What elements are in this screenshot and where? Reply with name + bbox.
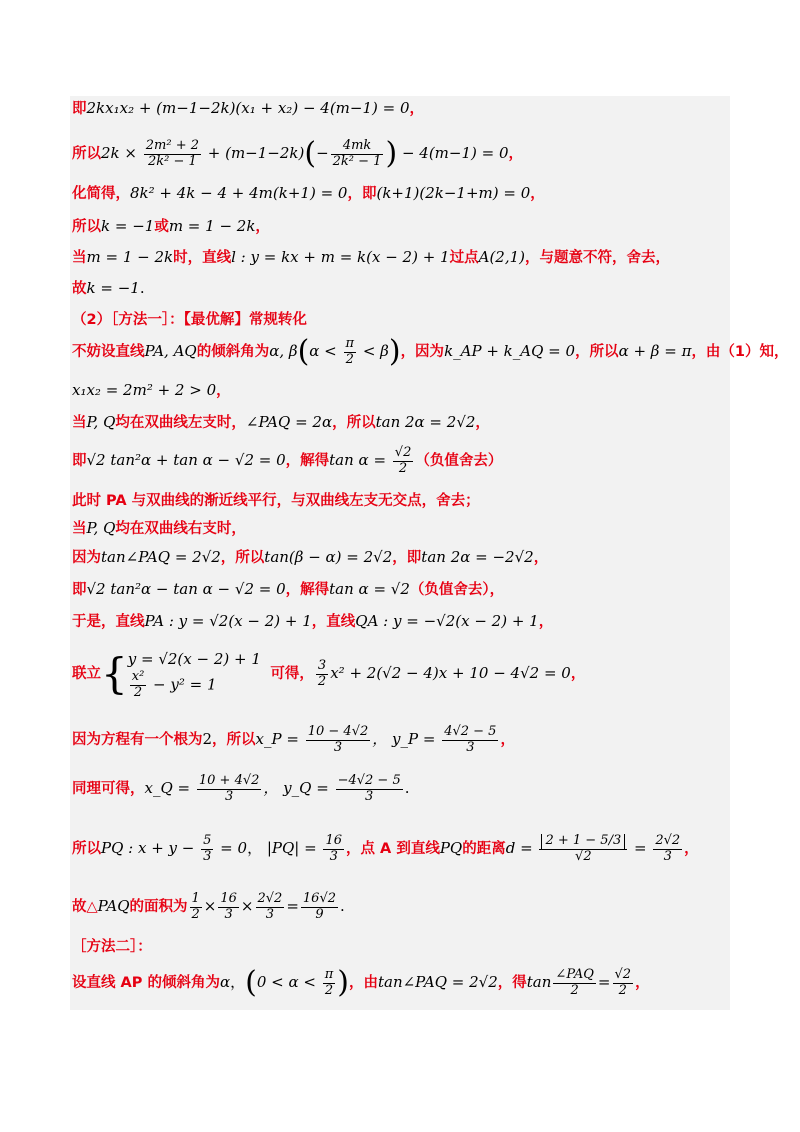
eq-line-9: x₁x₂ = 2m² + 2 > 0， xyxy=(72,381,231,399)
eq-line-17: 联立{ y = √2(x − 2) + 1 $\frac{\text{x²}}{2}$ − y² = 1 可得， $\frac{3}{2}$ x² + 2(√2 − 4)x + 10 − 4√2 = 0， xyxy=(72,649,586,700)
eq-line-8: 不妨设直线PA, AQ的倾斜角为α, β(α < $\frac{\pi}{2}$ < β)，因为k_AP + k_AQ = 0，所以α + β = π，由（1）知， xyxy=(72,334,789,369)
eq-line-12: 此时 PA 与双曲线的渐近线平行，与双曲线左支无交点，舍去； xyxy=(72,493,480,509)
eq-line-6: 故k = −1. xyxy=(72,279,145,297)
eq-line-11: 即√2 tan²α + tan α − √2 = 0，解得tan α = $\frac{√2}{2}$ （负值舍去） xyxy=(72,444,503,476)
eq-line-3: 化简得，8k² + 4k − 4 + 4m(k+1) = 0，即(k+1)(2k−1+m) = 0， xyxy=(72,184,545,202)
eq-line-19: 同理可得，x_Q = $\frac{10 + 4√2}{3}$ ， y_Q = $\frac{-4√2 - 5}{3}$ . xyxy=(72,772,410,804)
fraction: $\frac{4mk}{\text{2k² − 1}}$ xyxy=(332,137,382,169)
text: ， xyxy=(409,101,425,117)
formula: 2kx₁x₂ + (m−1−2k)(x₁ + x₂) − 4(m−1) = 0 xyxy=(86,99,410,117)
eq-line-5: 当m = 1 − 2k时，直线l : y = kx + m = k(x − 2) + 1过点A(2,1)，与题意不符，舍去， xyxy=(72,248,671,266)
eq-line-13: 当P, Q均在双曲线右支时， xyxy=(72,519,246,537)
formula: k = −1 xyxy=(101,217,155,235)
formula: 8k² + 4k − 4 + 4m(k+1) = 0 xyxy=(130,184,348,202)
text: 即 xyxy=(72,101,87,117)
formula: + (m−1−2k) xyxy=(203,144,305,162)
eq-line-20: 所以PQ : x + y − $\frac{5}{3}$ = 0， |PQ| = $\frac{16}{3}$ ，点 A 到直线PQ的距离d = $\frac{2 + 1 - 5/3}{√2}$ = $\frac{2√2}{3}$ ， xyxy=(72,832,699,864)
eq-line-23: 设直线 AP 的倾斜角为α，(0 < α < $\frac{\pi}{2}$ )，由tan∠PAQ = 2√2，得tan $\frac{\text{∠PAQ}}{2}$ = $\frac{√2}{2}$ ， xyxy=(72,965,650,1000)
eq-line-14: 因为tan∠PAQ = 2√2，所以tan(β − α) = 2√2，即tan 2α = −2√2， xyxy=(72,548,549,566)
eq-line-18: 因为方程有一个根为2，所以x_P = $\frac{10 - 4√2}{3}$ ， y_P = $\frac{4√2 - 5}{3}$ ， xyxy=(72,723,515,755)
eq-line-2: 所以2k × $\frac{\text{2m² + 2}}{\text{2k² − 1}}$ + (m−1−2k)(− $\frac{4mk}{\text{2k² − 1}}$ ) − 4(m−1) = 0， xyxy=(72,136,524,171)
eq-line-16: 于是，直线PA : y = √2(x − 2) + 1，直线QA : y = −√2(x − 2) + 1， xyxy=(72,612,554,630)
method-two-heading: ［方法二］： xyxy=(72,939,152,955)
eq-line-1 xyxy=(72,91,424,125)
eq-line-15: 即√2 tan²α − tan α − √2 = 0，解得tan α = √2（负值舍去）， xyxy=(72,580,505,598)
eq-line-4: 所以k = −1或m = 1 − 2k， xyxy=(72,217,270,235)
section-heading: （2）［方法一］：【最优解】常规转化 xyxy=(72,312,307,328)
formula: m = 1 − 2k xyxy=(168,217,256,235)
formula: − 4(m−1) = 0 xyxy=(397,144,509,162)
left-brace: { xyxy=(101,649,128,698)
text: 所以 xyxy=(72,146,101,162)
eq-line-10: 当P, Q均在双曲线左支时，∠PAQ = 2α，所以tan 2α = 2√2， xyxy=(72,413,490,431)
fraction: $\frac{\text{2m² + 2}}{\text{2k² − 1}}$ xyxy=(145,137,199,169)
eq-line-21: 故△PAQ的面积为 $\frac{1}{2}$ × $\frac{16}{3}$ × $\frac{2√2}{3}$ = $\frac{16√2}{9}$ . xyxy=(72,890,345,922)
formula: (k+1)(2k−1+m) = 0 xyxy=(376,184,531,202)
equation-system: y = √2(x − 2) + 1 $\frac{\text{x²}}{2}$ − y² = 1 xyxy=(127,649,261,700)
formula: 2k × xyxy=(101,144,142,162)
